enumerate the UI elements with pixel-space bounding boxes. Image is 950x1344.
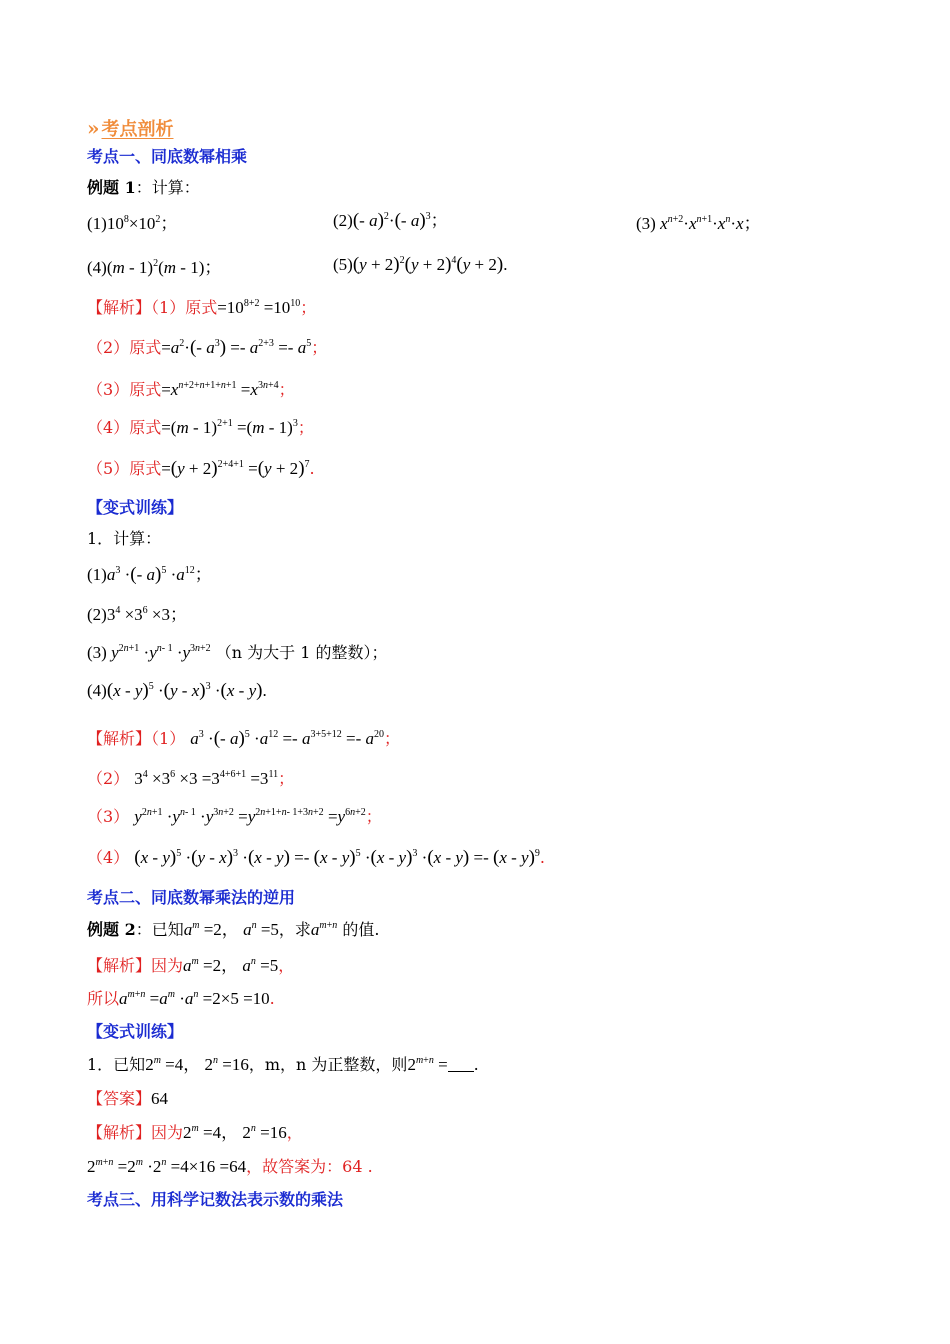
example-1-solution-5: （5）原式$=(y + 2)^{2+4+1} =(y + 2)^7$. — [87, 458, 315, 479]
variant-1-solution-3: （3） $y^{2n+1} \cdot y^{n- 1} \cdot y^{3n+2} =y^{2n+1+n- 1+3n+2} =y^{6n+2}$； — [87, 807, 382, 826]
answer-blank — [448, 1057, 474, 1072]
example-1-solution-3: （3）原式$=x^{n+2+n+1+n+1} =x^{3n+4}$； — [87, 380, 295, 399]
variant-2-solution-2: $2^{m+n} =2^m \cdot 2^n =4\times 16 =64$，故答案为：64 . — [87, 1157, 373, 1176]
variant-1-solution-2: （2） $3^4 \times 3^6 \times 3 =3^{4+6+1} =3^{11}$； — [87, 769, 295, 788]
topic-3-title: 考点三、用科学记数法表示数的乘法 — [87, 1190, 344, 1209]
topic-2-title: 考点二、同底数幂乘法的逆用 — [87, 888, 296, 907]
variant-1-problem-1: $(1)a^3$ ·(- $a)^5 \cdot a^{12}$； — [87, 564, 212, 585]
variant-2-question: 1．已知$2^m =4$， $2^n =16$，m，n 为正整数，则$2^{m+n}$ = . — [87, 1055, 479, 1074]
variant-training-heading-2: 【变式训练】 — [87, 1022, 184, 1041]
example-1-solution-4: （4）原式=(m - 1)$^{2+1}$ =(m - 1)$^3$； — [87, 418, 314, 437]
variant-1-problem-4: (4)(x - y)$^5$ ·(y - x)$^3$ ·(x - y). — [87, 680, 267, 701]
example-2-solution-1: 【解析】因为$a^m =2$， $a^n =5$， — [87, 956, 295, 975]
variant-1-problem-3: (3) $y^{2n+1} \cdot y^{n- 1} \cdot y^{3n+2}$ （n 为大于 1 的整数）； — [87, 643, 388, 662]
example-1-problem-1: $(1)10^8\times 10^2$； — [87, 214, 178, 233]
variant-training-heading-1: 【变式训练】 — [87, 498, 184, 517]
double-chevron-icon: » — [87, 116, 94, 140]
variant-1-problem-2: $(2)3^4 \times 3^6 \times 3$； — [87, 605, 188, 624]
variant-1-question: 1．计算： — [87, 529, 162, 548]
section-header-title: 考点剖析 — [101, 119, 174, 140]
section-header — [87, 115, 174, 141]
example-2-solution-2: 所以$a^{m+n} =a^m \cdot a^n =2\times 5 =10$. — [87, 989, 275, 1008]
example-1-problem-3: (3) $x^{n+2}\cdot x^{n+1}\cdot x^n\cdot x$； — [636, 214, 761, 233]
example-1-problem-2: (2)(- a)$^2$·(- a)$^3$； — [333, 210, 448, 231]
example-1-solution-1: 【解析】（1）原式$=10^{8+2} =10^{10}$； — [87, 298, 317, 317]
example-1-heading: 例题 1：计算： — [87, 178, 200, 197]
variant-2-solution-1: 【解析】因为$2^m =4$， $2^n =16$， — [87, 1123, 303, 1142]
example-1-solution-2: （2）原式$=a^2\cdot(-$ $a^3) =- a^{2+3} =- a^5$； — [87, 337, 328, 358]
topic-1-title: 考点一、同底数幂相乘 — [87, 147, 248, 166]
example-2-question: 例题 2：已知$a^m =2$， $a^n =5$，求$a^{m+n}$ 的值. — [87, 920, 380, 939]
variant-1-solution-1: 【解析】（1） $a^3$ ·(- $a)^5 \cdot a^{12} =- a^{3+5+12} =- a^{20}$； — [87, 728, 401, 749]
variant-1-solution-4: （4） (x - y)$^5$ ·(y - x)$^3$ ·(x - y) =- (x - y)$^5$ ·(x - y)$^3$ ·(x - y) =- (x - y)$^9$. — [87, 847, 546, 868]
example-1-problem-5: $(5)(y + 2)^2(y + 2)^4(y + 2)$. — [333, 254, 508, 275]
example-1-problem-4: (4)(m - 1)$^2$(m - 1)； — [87, 258, 222, 277]
variant-2-answer: 【答案】64 — [87, 1089, 169, 1108]
